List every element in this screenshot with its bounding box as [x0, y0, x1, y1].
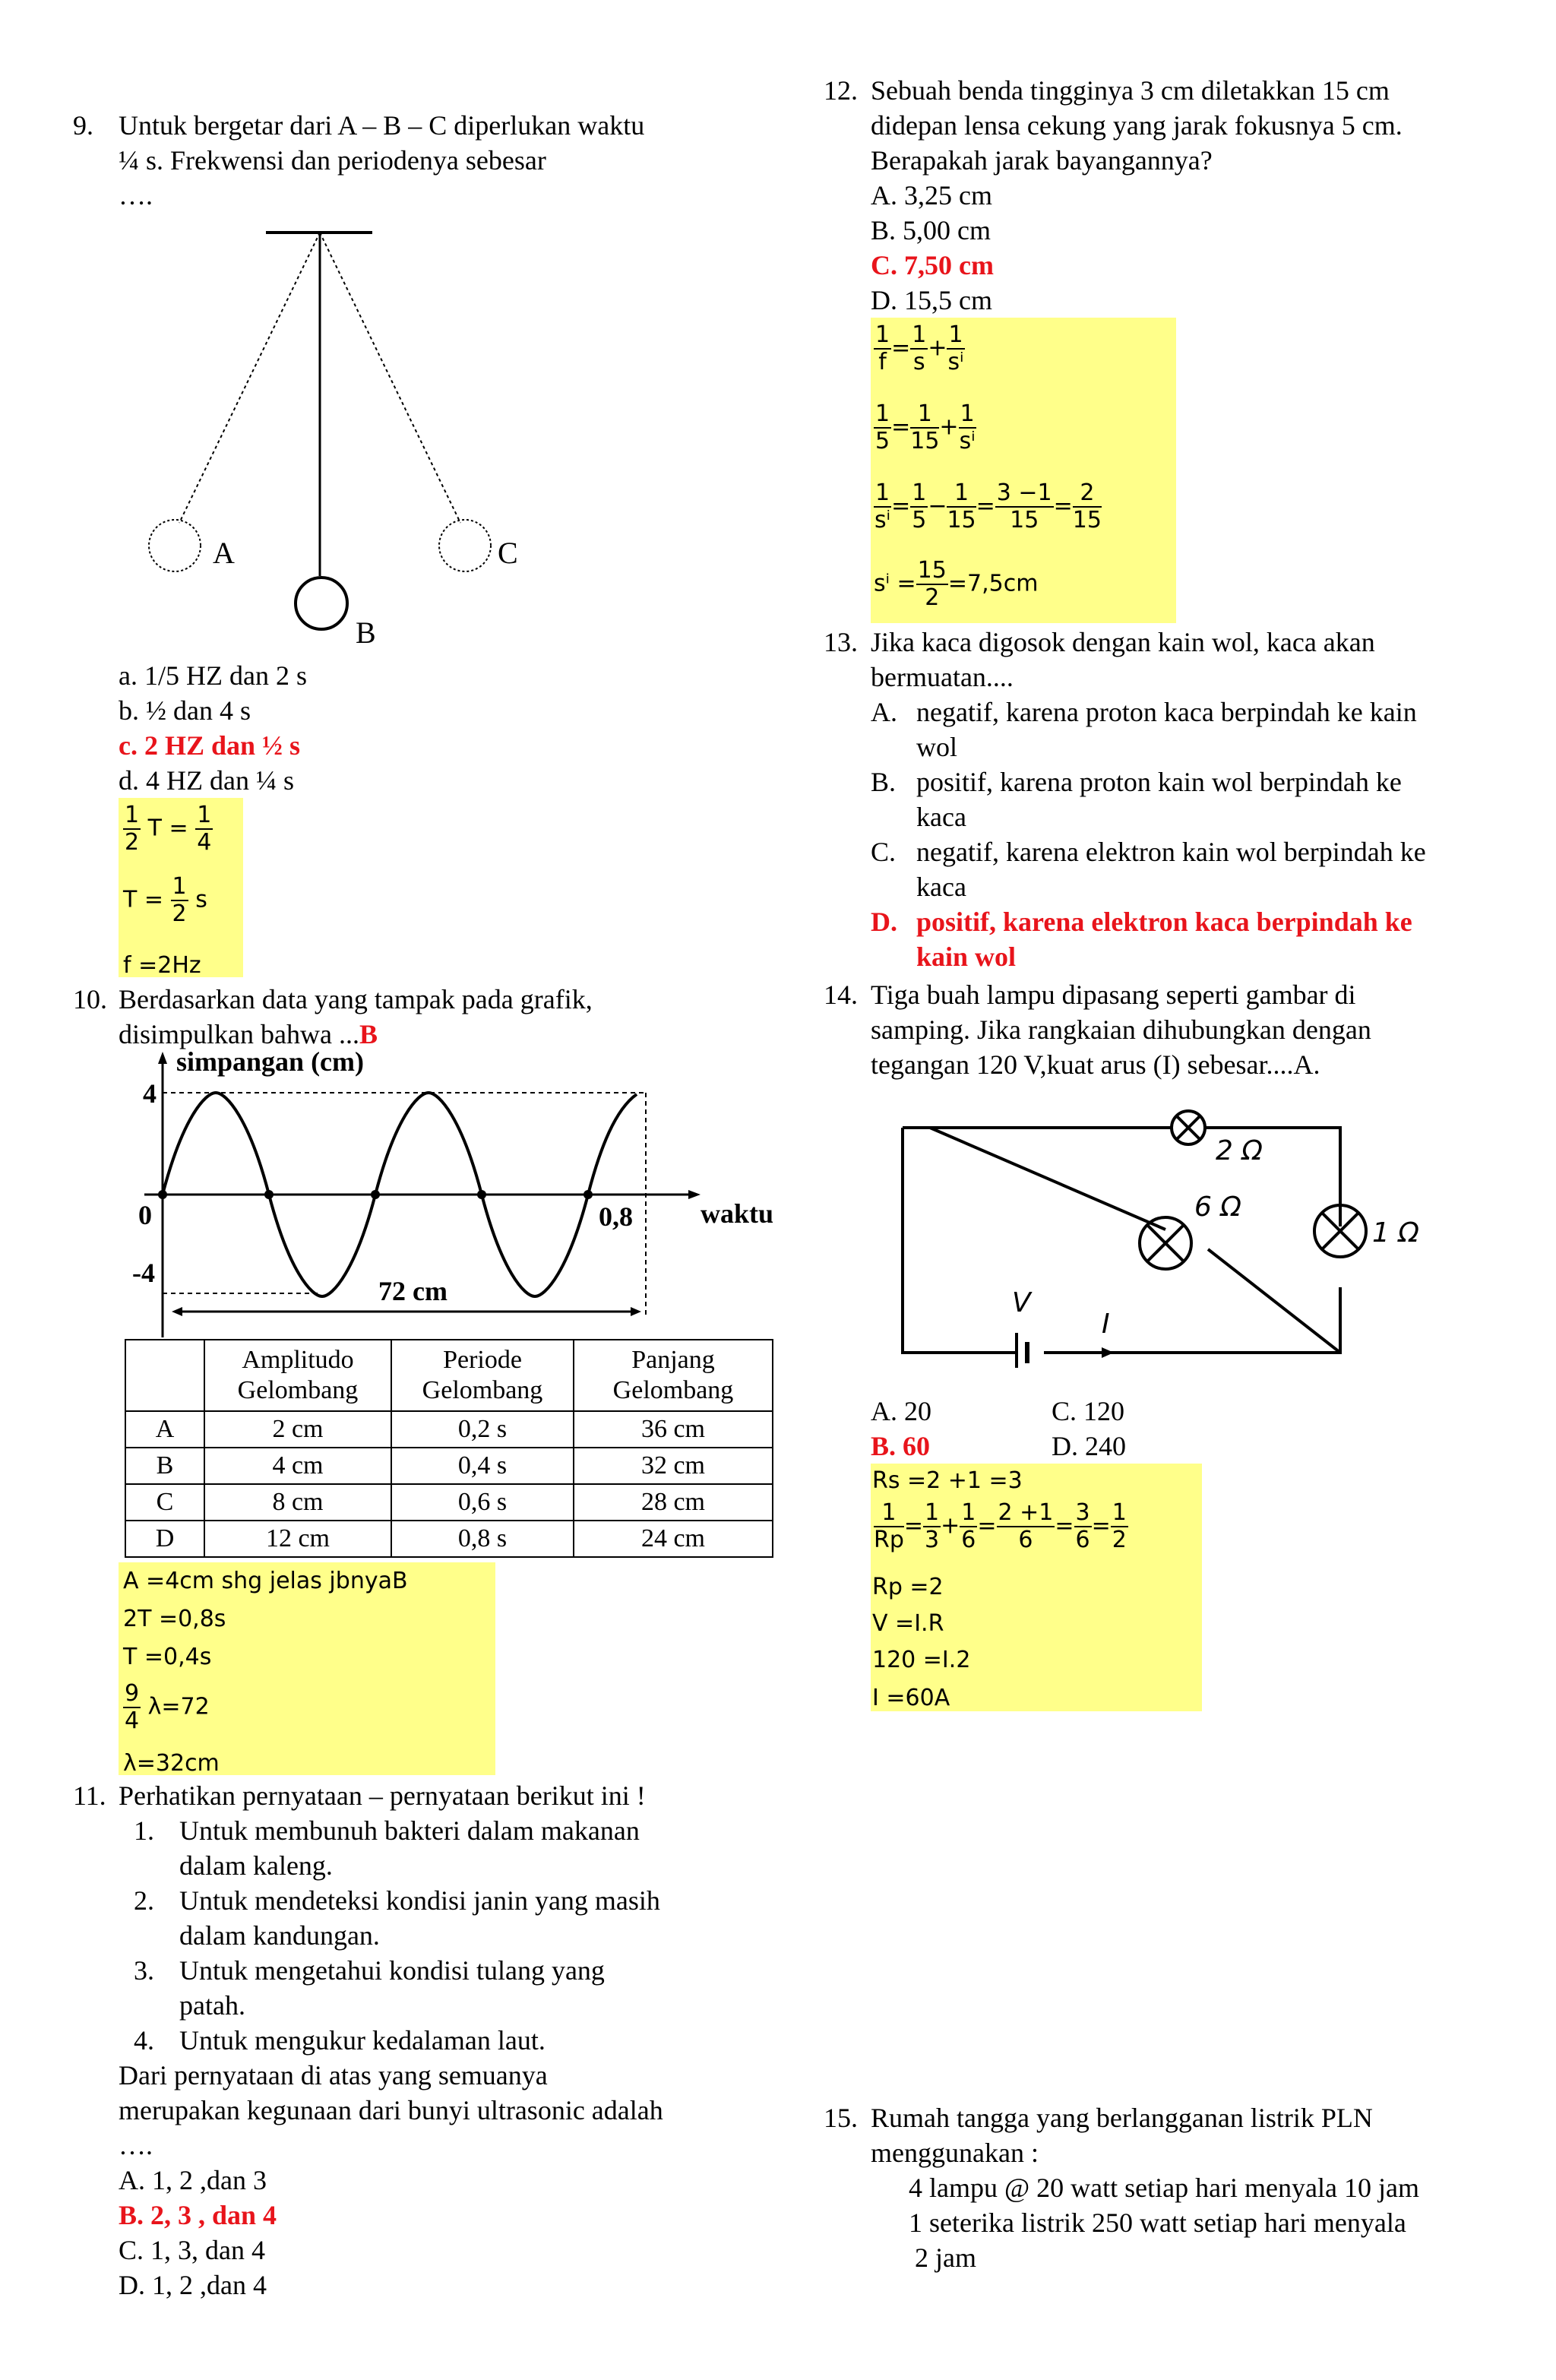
q12-option-a: A. 3,25 cm [871, 180, 992, 210]
table-header-row [125, 1340, 773, 1411]
q14-option-b-correct: B. 60 [871, 1431, 931, 1461]
wave-graph-ytick-4: 4 [143, 1078, 157, 1109]
q14-text-line1: Tiga buah lampu dipasang seperti gambar di [871, 980, 1356, 1010]
table-cell: C [125, 1484, 204, 1521]
q15-text-line1: Rumah tangga yang berlangganan listrik PLN [871, 2103, 1373, 2133]
q10-work-line2: 2T =0,8s [123, 1606, 226, 1632]
q9-text-line2: ¼ s. Frekwensi dan periodenya sebesar [119, 145, 546, 176]
q15-item-1: 4 lampu @ 20 watt setiap hari menyala 10 jam [909, 2173, 1419, 2203]
q13-option-b-line1: positif, karena proton kain wol berpindah ke [916, 767, 1402, 797]
pendulum-label-b: B [356, 616, 376, 650]
table-cell: 24 cm [574, 1521, 773, 1557]
pendulum-label-a: A [213, 536, 235, 570]
q15-item-2-line1: 1 seterika listrik 250 watt setiap hari menyala [909, 2208, 1406, 2238]
wave-graph-ytick-neg4: -4 [132, 1258, 155, 1288]
q14-work-line2: $\frac{1}{Rp}$ = $\frac{1}{3}$ + $\frac{1}{6}$ = $\frac{2 +1}{6}$ = $\frac{3}{6}$ = $\frac{1}{2}$ [874, 1499, 1127, 1553]
wave-graph-xlabel: waktu [701, 1198, 774, 1229]
circuit-diagram [889, 1094, 1451, 1368]
q11-item-2-line1: Untuk mendeteksi kondisi janin yang masih [179, 1885, 660, 1916]
q14-text-line2: samping. Jika rangkaian dihubungkan dengan [871, 1014, 1371, 1045]
q11-item-1-line2: dalam kaleng. [179, 1850, 333, 1881]
q11-number: 11. [73, 1780, 106, 1811]
q9-text-line3: …. [119, 180, 153, 210]
q14-option-a: A. 20 [871, 1396, 931, 1426]
q11-option-d: D. 1, 2 ,dan 4 [119, 2270, 267, 2300]
q11-item-2-line2: dalam kandungan. [179, 1920, 380, 1951]
wave-graph-span-label: 72 cm [378, 1276, 448, 1306]
q13-option-a-letter: A. [871, 697, 897, 727]
q13-option-a-line1: negatif, karena proton kaca berpindah ke kain [916, 697, 1417, 727]
table-cell: 2 cm [204, 1411, 391, 1448]
q13-number: 13. [824, 627, 858, 657]
q13-option-a-line2: wol [916, 732, 957, 762]
table-cell: 0,2 s [391, 1411, 574, 1448]
q10-work-line1: A =4cm shg jelas jbnyaB [123, 1568, 408, 1594]
q12-option-c-correct: C. 7,50 cm [871, 250, 994, 280]
q10-work-line4: $\frac{9}{4}$ λ=72 [125, 1680, 210, 1734]
q15-text-line2: menggunakan : [871, 2138, 1039, 2168]
q10-number: 10. [73, 984, 107, 1014]
q12-option-b: B. 5,00 cm [871, 215, 991, 245]
q9-work-line1: $\frac{1}{2}$ T = $\frac{1}{4}$ [125, 802, 212, 856]
q13-text-line2: bermuatan.... [871, 662, 1014, 692]
pendulum-label-c: C [498, 536, 518, 570]
q13-option-c-line1: negatif, karena elektron kain wol berpindah ke [916, 837, 1426, 867]
q11-text: Perhatikan pernyataan – pernyataan berikut ini ! [119, 1780, 646, 1811]
circuit-label-current: I [1102, 1309, 1110, 1340]
q9-work-line2: T = $\frac{1}{2}$ s [123, 873, 207, 927]
q11-question-line3: …. [119, 2130, 153, 2160]
table-cell: 28 cm [574, 1484, 773, 1521]
table-cell: 4 cm [204, 1448, 391, 1484]
q14-work-line5: 120 =I.2 [872, 1647, 971, 1673]
q13-option-c-line2: kaca [916, 872, 966, 902]
q15-number: 15. [824, 2103, 858, 2133]
table-row [125, 1484, 773, 1521]
q9-work-line3: f =2Hz [123, 952, 201, 979]
q11-option-a: A. 1, 2 ,dan 3 [119, 2165, 267, 2195]
q13-option-c-letter: C. [871, 837, 897, 867]
q11-item-3-line1: Untuk mengetahui kondisi tulang yang [179, 1955, 605, 1986]
q9-option-b: b. ½ dan 4 s [119, 695, 251, 726]
q13-option-b-letter: B. [871, 767, 897, 797]
q11-question-line2: merupakan kegunaan dari bunyi ultrasonic adalah [119, 2095, 663, 2125]
q10-text-line2: disimpulkan bahwa ...B [119, 1019, 378, 1049]
table-header-amplitudo: Amplitudo Gelombang [204, 1340, 391, 1411]
table-cell: D [125, 1521, 204, 1557]
circuit-label-voltage: V [1012, 1287, 1031, 1318]
circuit-label-r1: 1 Ω [1372, 1217, 1419, 1249]
q14-option-c: C. 120 [1052, 1396, 1125, 1426]
q12-work-line3: $\frac{1}{\text{sⁱ}}$ = $\frac{1}{5}$ − $\frac{1}{15}$ = $\frac{3 -1}{15}$ = $\frac{2}{15}$ [874, 479, 1102, 533]
table-row [125, 1448, 773, 1484]
q9-option-d: d. 4 HZ dan ¼ s [119, 765, 294, 796]
q12-work-line2: $\frac{1}{5}$ = $\frac{1}{15}$ + $\frac{1}{\text{sⁱ}}$ [875, 400, 976, 454]
q11-item-4-number: 4. [134, 2025, 154, 2056]
table-cell: 0,6 s [391, 1484, 574, 1521]
q12-number: 12. [824, 75, 858, 106]
q14-work-line6: I =60A [872, 1685, 950, 1711]
q12-text-line3: Berapakah jarak bayangannya? [871, 145, 1213, 176]
table-cell: 0,4 s [391, 1448, 574, 1484]
wave-graph-xtick-end: 0,8 [599, 1201, 633, 1232]
q10-text-line1: Berdasarkan data yang tampak pada grafik, [119, 984, 593, 1014]
table-header-cell [125, 1340, 204, 1411]
q9-option-a: a. 1/5 HZ dan 2 s [119, 660, 307, 691]
table-header-panjang: Panjang Gelombang [574, 1340, 773, 1411]
q14-work-line1: Rs =2 +1 =3 [872, 1467, 1023, 1494]
table-cell: 0,8 s [391, 1521, 574, 1557]
q13-option-d-correct-line2: kain wol [916, 942, 1017, 972]
q9-option-c-correct: c. 2 HZ dan ½ s [119, 730, 301, 761]
wave-graph-ylabel: simpangan (cm) [176, 1046, 365, 1077]
q13-option-d-correct-line1: positif, karena elektron kaca berpindah ke [916, 907, 1412, 937]
q12-text-line1: Sebuah benda tingginya 3 cm diletakkan 15 cm [871, 75, 1390, 106]
q11-option-c: C. 1, 3, dan 4 [119, 2235, 265, 2265]
q13-text-line1: Jika kaca digosok dengan kain wol, kaca akan [871, 627, 1375, 657]
table-cell: 12 cm [204, 1521, 391, 1557]
q11-item-3-line2: patah. [179, 1990, 245, 2021]
q12-text-line2: didepan lensa cekung yang jarak fokusnya 5 cm. [871, 110, 1403, 141]
q11-item-1-line1: Untuk membunuh bakteri dalam makanan [179, 1815, 640, 1846]
q14-work-line3: Rp =2 [872, 1574, 944, 1600]
wave-answer-table [125, 1339, 773, 1558]
q14-work-line4: V =I.R [872, 1610, 944, 1637]
q11-item-1-number: 1. [134, 1815, 154, 1846]
q11-option-b-correct: B. 2, 3 , dan 4 [119, 2200, 277, 2230]
q13-option-b-line2: kaca [916, 802, 966, 832]
q12-work-line1: $\frac{1}{f}$ = $\frac{1}{s}$ + $\frac{1}{\text{sⁱ}}$ [875, 321, 964, 375]
q14-option-d: D. 240 [1052, 1431, 1126, 1461]
q11-item-2-number: 2. [134, 1885, 154, 1916]
table-cell: 32 cm [574, 1448, 773, 1484]
pendulum-diagram [137, 220, 562, 661]
table-cell: A [125, 1411, 204, 1448]
q14-text-line3: tegangan 120 V,kuat arus (I) sebesar....A. [871, 1049, 1320, 1080]
q10-work-line3: T =0,4s [123, 1644, 212, 1670]
circuit-label-r6: 6 Ω [1194, 1192, 1241, 1223]
circuit-label-r2: 2 Ω [1216, 1135, 1263, 1166]
q11-item-3-number: 3. [134, 1955, 154, 1986]
table-cell: 36 cm [574, 1411, 773, 1448]
q11-item-4-line1: Untuk mengukur kedalaman laut. [179, 2025, 546, 2056]
table-cell: B [125, 1448, 204, 1484]
table-cell: 8 cm [204, 1484, 391, 1521]
q9-number: 9. [73, 110, 93, 141]
wave-graph-ytick-0: 0 [138, 1200, 152, 1230]
q15-item-2-line2: 2 jam [915, 2242, 976, 2273]
q11-question-line1: Dari pernyataan di atas yang semuanya [119, 2060, 548, 2090]
q9-text-line1: Untuk bergetar dari A – B – C diperlukan waktu [119, 110, 645, 141]
q10-work-line5: λ=32cm [123, 1750, 220, 1777]
table-row [125, 1411, 773, 1448]
table-header-periode: Periode Gelombang [391, 1340, 574, 1411]
q13-option-d-letter: D. [871, 907, 897, 937]
table-row [125, 1521, 773, 1557]
wave-graph [129, 1049, 790, 1337]
q14-number: 14. [824, 980, 858, 1010]
q12-work-line4: sⁱ = $\frac{15}{2}$ =7,5cm [874, 557, 1039, 611]
q12-option-d: D. 15,5 cm [871, 285, 992, 315]
